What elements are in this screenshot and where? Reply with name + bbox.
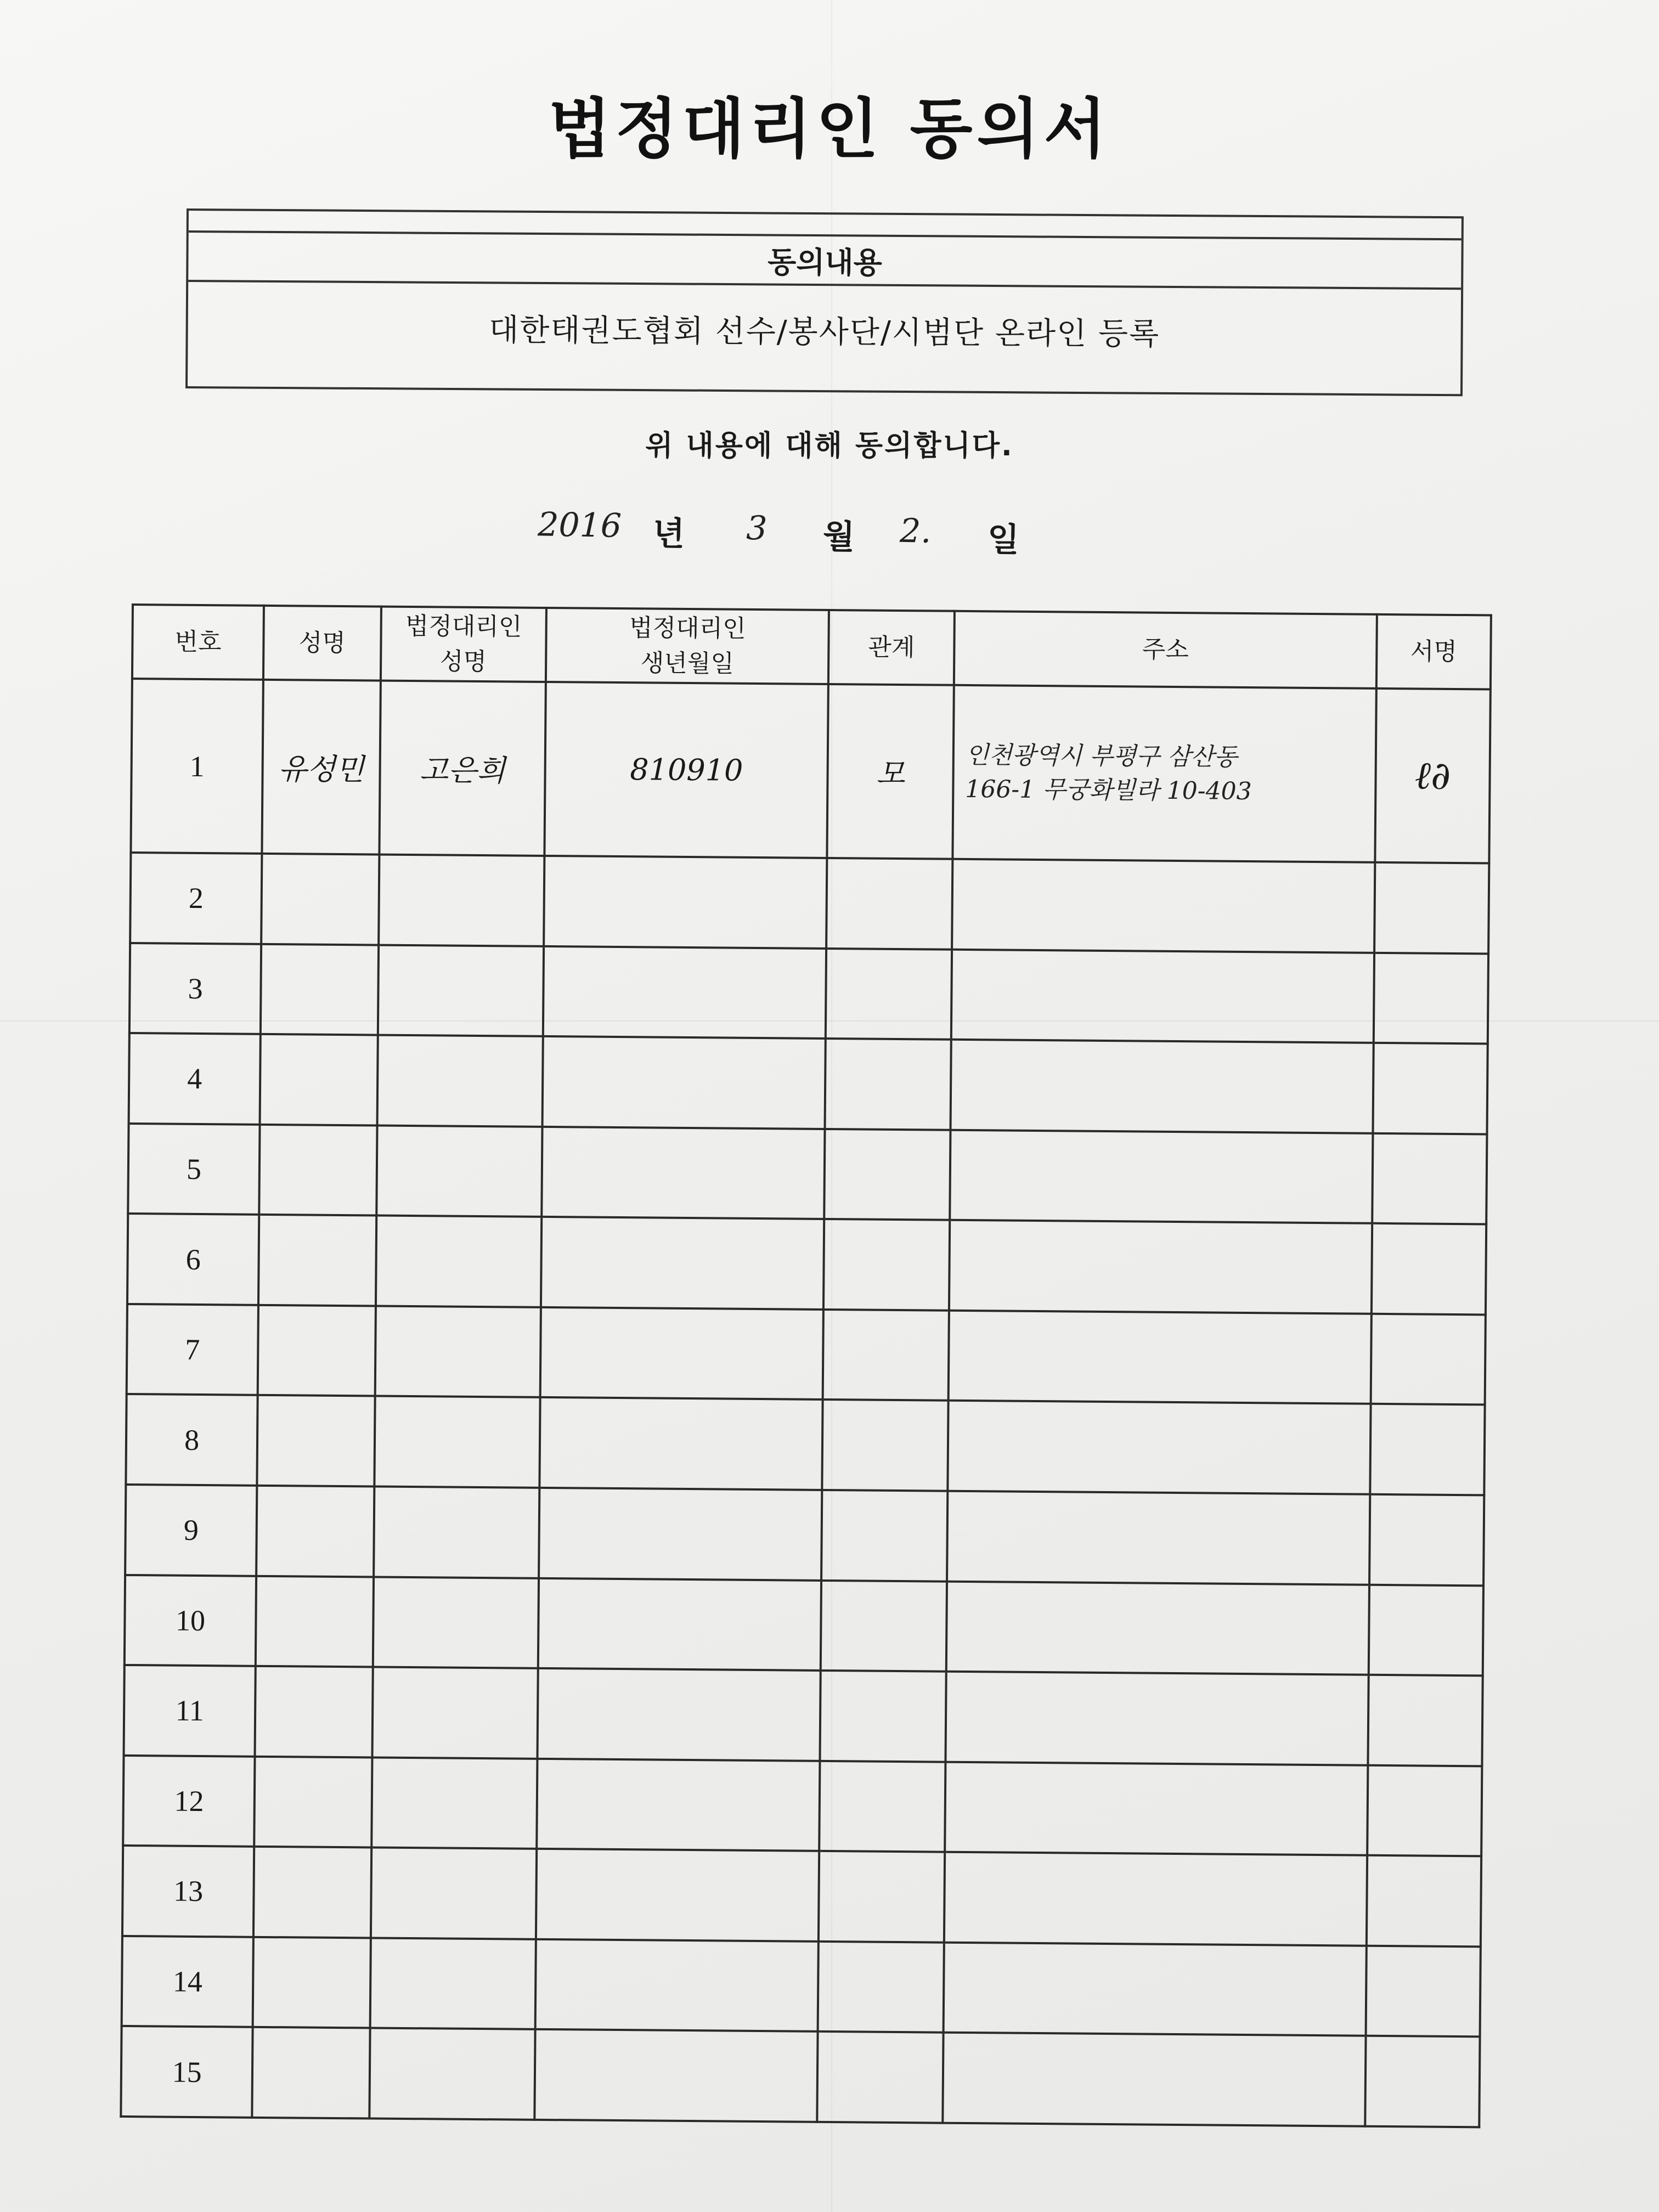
- table-row: [123, 1756, 1482, 1857]
- row-signature[interactable]: [1367, 1765, 1482, 1856]
- date-year-unit: 년: [652, 514, 685, 554]
- consent-box: [185, 208, 1464, 396]
- row-signature[interactable]: [1365, 2036, 1480, 2127]
- row-signature[interactable]: [1370, 1404, 1485, 1495]
- row-name[interactable]: [259, 1125, 377, 1216]
- table-row: [130, 853, 1489, 953]
- row-guardian-name[interactable]: [369, 2028, 535, 2120]
- row-guardian-dob[interactable]: [543, 946, 826, 1039]
- row-guardian-dob[interactable]: [537, 1758, 820, 1851]
- row-guardian-name[interactable]: [375, 1216, 541, 1307]
- header-guardian-name-line2: 성명: [439, 647, 487, 676]
- row-address[interactable]: [945, 1762, 1368, 1855]
- row-relation[interactable]: [819, 1851, 945, 1942]
- row-name[interactable]: [253, 1847, 371, 1938]
- row-guardian-dob[interactable]: [538, 1668, 821, 1761]
- table-row: [122, 1846, 1481, 1946]
- row-guardian-name[interactable]: [372, 1667, 538, 1759]
- row-relation: 모: [827, 684, 954, 859]
- table-row: [121, 2026, 1480, 2127]
- row-guardian-name[interactable]: [370, 1848, 537, 1939]
- row-address[interactable]: [947, 1401, 1370, 1494]
- table-row: [127, 1304, 1486, 1405]
- row-number: 5: [128, 1124, 260, 1215]
- row-guardian-dob[interactable]: [535, 2029, 818, 2122]
- row-guardian-dob[interactable]: [543, 1036, 826, 1129]
- header-guardian-dob-line2: 생년월일: [640, 648, 735, 678]
- row-signature[interactable]: [1369, 1584, 1483, 1675]
- date-day-unit: 일: [987, 520, 1020, 560]
- header-guardian-name: [380, 607, 546, 682]
- row-name[interactable]: [258, 1305, 376, 1396]
- row-guardian-dob[interactable]: [539, 1488, 822, 1581]
- row-signature[interactable]: [1365, 1945, 1480, 2036]
- table-row: [125, 1575, 1483, 1675]
- row-address-line1: 인천광역시 부평구 삼산동: [965, 741, 1238, 771]
- table-row: [129, 1033, 1488, 1134]
- row-number: 3: [129, 943, 262, 1034]
- row-name: 유성민: [262, 680, 381, 855]
- row-address[interactable]: [952, 859, 1375, 953]
- row-guardian-name[interactable]: [374, 1486, 540, 1578]
- row-name[interactable]: [255, 1666, 373, 1757]
- row-name[interactable]: [254, 1756, 372, 1847]
- row-name[interactable]: [256, 1576, 374, 1667]
- row-relation[interactable]: [826, 858, 952, 949]
- row-guardian-name: 고은희: [379, 681, 546, 856]
- row-relation[interactable]: [826, 949, 952, 1040]
- row-name[interactable]: [253, 1937, 371, 2028]
- row-relation[interactable]: [818, 1942, 944, 2033]
- row-relation[interactable]: [820, 1671, 946, 1762]
- agreement-statement: 위 내용에 대해 동의합니다.: [645, 430, 1014, 462]
- row-signature[interactable]: [1374, 862, 1489, 953]
- date-month: 3: [746, 509, 768, 548]
- row-signature[interactable]: [1372, 1223, 1486, 1314]
- row-signature[interactable]: [1368, 1675, 1482, 1766]
- table-row: [129, 943, 1488, 1044]
- table-row: [131, 679, 1490, 864]
- row-address[interactable]: [947, 1491, 1370, 1585]
- row-address[interactable]: [949, 1220, 1372, 1314]
- row-guardian-dob[interactable]: [544, 856, 827, 949]
- row-address[interactable]: [949, 1311, 1372, 1404]
- table-row: [122, 1936, 1481, 2037]
- row-address[interactable]: [951, 1040, 1374, 1133]
- row-relation[interactable]: [822, 1400, 949, 1491]
- row-relation[interactable]: [821, 1490, 947, 1581]
- row-relation[interactable]: [817, 2032, 943, 2123]
- row-guardian-name[interactable]: [373, 1577, 539, 1668]
- date-line: [537, 500, 1087, 569]
- header-guardian-name-line1: 법정대리인: [405, 612, 522, 641]
- row-number: 15: [121, 2026, 253, 2118]
- row-number: 1: [131, 679, 263, 854]
- row-name[interactable]: [256, 1486, 374, 1577]
- row-guardian-dob[interactable]: [535, 1939, 819, 2032]
- row-guardian-name[interactable]: [377, 945, 544, 1036]
- row-number: 6: [127, 1214, 259, 1305]
- header-name: 성명: [263, 606, 381, 681]
- date-day: 2.: [899, 511, 932, 551]
- row-number: 12: [123, 1756, 255, 1847]
- table-row: [127, 1214, 1486, 1314]
- row-signature[interactable]: [1370, 1314, 1485, 1405]
- date-month-unit: 월: [822, 517, 855, 557]
- row-name[interactable]: [252, 2027, 370, 2118]
- row-number: 8: [126, 1394, 258, 1485]
- row-number: 11: [124, 1665, 256, 1756]
- row-relation[interactable]: [819, 1761, 945, 1852]
- row-guardian-name[interactable]: [374, 1396, 540, 1488]
- row-address[interactable]: [943, 2033, 1365, 2126]
- row-address[interactable]: [950, 1130, 1373, 1224]
- roster-table: [120, 603, 1492, 2128]
- row-name[interactable]: [258, 1215, 376, 1306]
- row-guardian-dob[interactable]: [540, 1397, 823, 1490]
- header-signature: 서명: [1376, 614, 1491, 690]
- row-number: 2: [130, 853, 262, 944]
- signature-mark: ℓ∂: [1414, 753, 1451, 798]
- row-guardian-name[interactable]: [377, 1035, 543, 1127]
- row-number: 9: [125, 1485, 257, 1576]
- header-guardian-dob: [546, 608, 829, 684]
- row-signature[interactable]: [1374, 952, 1488, 1043]
- row-address-line2: 166-1 무궁화빌라 10-403: [965, 775, 1252, 805]
- row-address[interactable]: [945, 1672, 1368, 1765]
- row-relation[interactable]: [823, 1310, 949, 1401]
- date-year: 2016: [537, 505, 622, 545]
- row-guardian-dob: 810910: [545, 682, 828, 858]
- row-signature[interactable]: [1369, 1494, 1484, 1585]
- row-address[interactable]: [951, 949, 1374, 1043]
- row-guardian-dob[interactable]: [540, 1307, 823, 1400]
- row-signature[interactable]: [1373, 1043, 1487, 1134]
- header-number: 번호: [132, 605, 264, 680]
- row-signature: [1375, 689, 1491, 864]
- row-relation[interactable]: [821, 1580, 947, 1671]
- consent-body: 대한태권도협회 선수/봉사단/시범단 온라인 등록: [488, 312, 1160, 352]
- row-name[interactable]: [260, 1034, 378, 1125]
- table-row: [125, 1485, 1484, 1585]
- row-signature[interactable]: [1372, 1133, 1487, 1224]
- header-guardian-dob-line1: 법정대리인: [629, 613, 746, 643]
- row-guardian-dob[interactable]: [536, 1849, 819, 1942]
- row-name[interactable]: [261, 944, 379, 1035]
- row-guardian-dob[interactable]: [541, 1217, 824, 1310]
- row-address[interactable]: [946, 1581, 1369, 1675]
- row-name[interactable]: [257, 1395, 375, 1486]
- consent-header: 동의내용: [188, 230, 1462, 290]
- header-address: 주소: [954, 611, 1377, 689]
- row-relation[interactable]: [823, 1219, 950, 1310]
- table-row: [128, 1124, 1487, 1224]
- table-row: [126, 1394, 1485, 1495]
- row-number: 10: [125, 1575, 257, 1666]
- document-title: 법정대리인 동의서: [548, 91, 1111, 167]
- row-number: 4: [129, 1033, 261, 1124]
- row-guardian-name[interactable]: [371, 1757, 538, 1849]
- row-guardian-name[interactable]: [375, 1306, 541, 1397]
- row-guardian-dob[interactable]: [538, 1578, 821, 1671]
- row-number: 14: [122, 1936, 254, 2027]
- row-number: 7: [127, 1304, 259, 1395]
- row-relation[interactable]: [824, 1129, 950, 1220]
- header-relation: 관계: [828, 610, 955, 685]
- row-guardian-name[interactable]: [370, 1938, 536, 2029]
- row-number: 13: [122, 1846, 255, 1937]
- row-signature[interactable]: [1367, 1855, 1481, 1946]
- row-guardian-name[interactable]: [379, 855, 545, 946]
- row-relation[interactable]: [825, 1039, 951, 1130]
- header-row: [132, 605, 1491, 689]
- row-address[interactable]: [944, 1852, 1367, 1946]
- row-name[interactable]: [261, 854, 379, 945]
- row-guardian-dob[interactable]: [541, 1127, 825, 1220]
- row-guardian-name[interactable]: [376, 1125, 543, 1217]
- table-row: [124, 1665, 1483, 1766]
- row-address: [952, 685, 1376, 862]
- row-address[interactable]: [944, 1942, 1367, 2036]
